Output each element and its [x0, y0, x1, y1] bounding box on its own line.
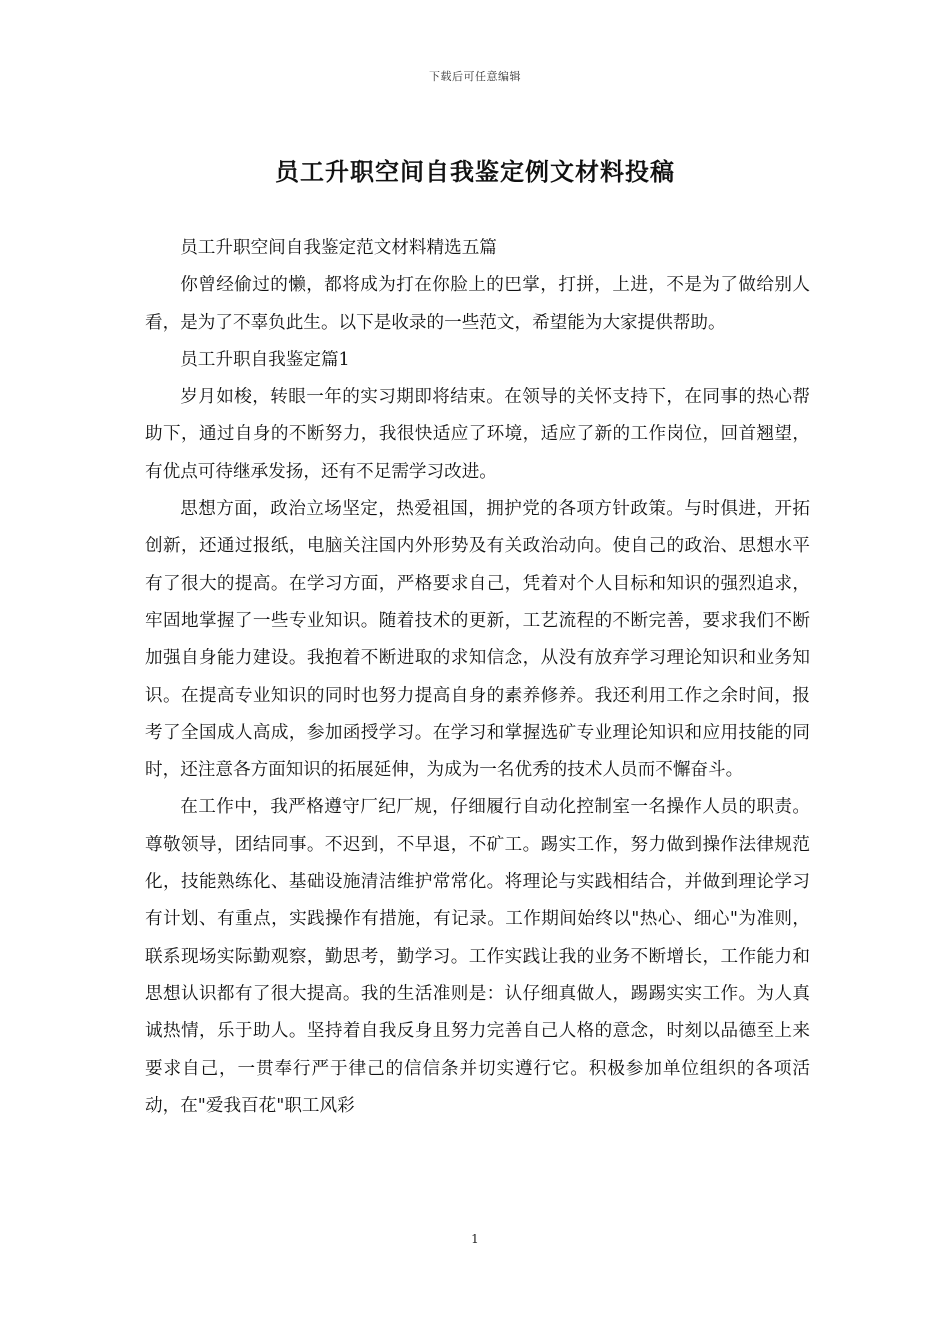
document-title: 员工升职空间自我鉴定例文材料投稿 — [275, 157, 675, 186]
section-heading: 员工升职自我鉴定篇1 — [180, 349, 350, 370]
body-paragraph: 在工作中，我严格遵守厂纪厂规，仔细履行自动化控制室一名操作人员的职责。尊敬领导，团结同事。不迟到，不早退，不矿工。踢实工作，努力做到操作法律规范化，技能熟练化、基础设施清洁维护常常化。将理论与实践相结合，并做到理论学习有计划、有重点，实践操作有措施，有记录。工作期间始终以"热心、细心"为准则，联系现场实际勤观察，勤思考，勤学习。工作实践让我的业务不断增长，工作能力和思想认识都有了很大提高。我的生活准则是：认仔细真做人，踢踢实实工作。为人真诚热情，乐于助人。坚持着自我反身且努力完善自己人格的意念，时刻以品德至上来要求自己，一贯奉行严于律己的信信条并切实遵行它。积极参加单位组织的各项活动，在"爱我百花"职工风彩 — [145, 797, 810, 1116]
body-paragraph: 岁月如梭，转眼一年的实习期即将结束。在领导的关怀支持下，在同事的热心帮助下，通过自身的不断努力，我很快适应了环境，适应了新的工作岗位，回首翘望，有优点可待继承发扬，还有不足需学习改进。 — [145, 387, 810, 482]
subtitle-paragraph: 员工升职空间自我鉴定范文材料精选五篇 — [180, 238, 497, 258]
page-number: 1 — [471, 1232, 479, 1246]
header-note: 下载后可任意编辑 — [429, 70, 521, 83]
body-paragraph: 思想方面，政治立场坚定，热爱祖国，拥护党的各项方针政策。与时俱进，开拓创新，还通过报纸，电脑关注国内外形势及有关政治动向。使自己的政治、思想水平有了很大的提高。在学习方面，严格要求自己，凭着对个人目标和知识的强烈追求，牢固地掌握了一些专业知识。随着技术的更新，工艺流程的不断完善，要求我们不断加强自身能力建设。我抱着不断进取的求知信念，从没有放弃学习理论知识和业务知识。在提高专业知识的同时也努力提高自身的素养修养。我还利用工作之余时间，报考了全国成人高成，参加函授学习。在学习和掌握选矿专业理论知识和应用技能的同时，还注意各方面知识的拓展延伸，为成为一名优秀的技术人员而不懈奋斗。 — [145, 499, 810, 781]
document-body — [145, 230, 810, 1125]
intro-paragraph: 你曾经偷过的懒，都将成为打在你脸上的巴掌，打拼，上进，不是为了做给别人看，是为了不辜负此生。以下是收录的一些范文，希望能为大家提供帮助。 — [145, 275, 810, 333]
